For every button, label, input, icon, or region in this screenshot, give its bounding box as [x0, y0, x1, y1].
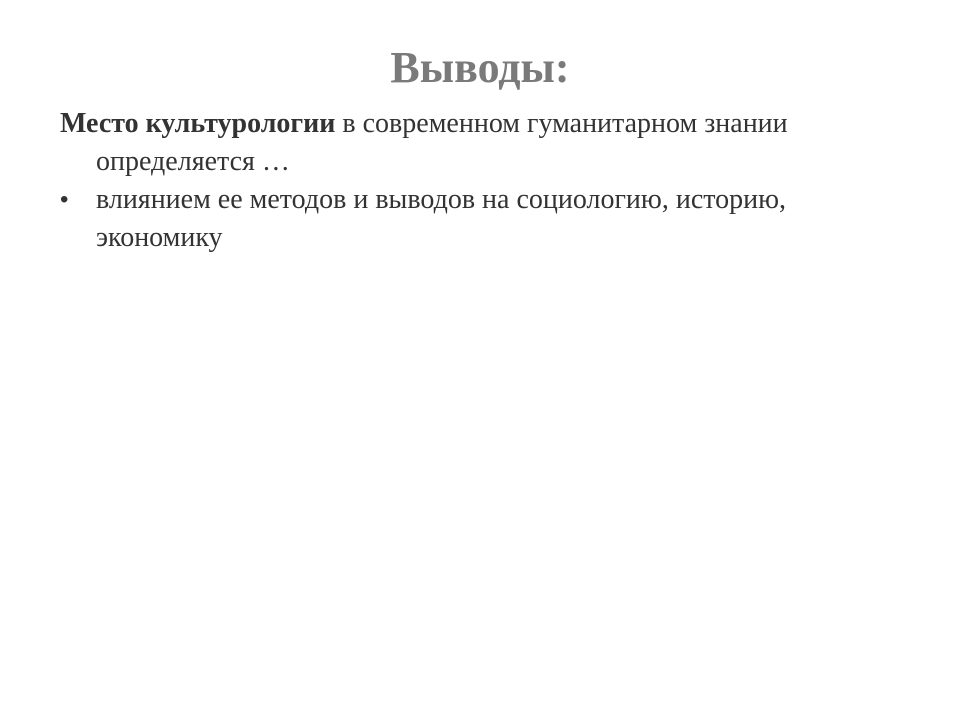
intro-paragraph: [60, 105, 910, 181]
bullet-item: [60, 181, 910, 257]
slide-title: Выводы:: [390, 43, 570, 92]
bullet-icon: •: [60, 186, 69, 213]
bullet-text: влиянием ее методов и выводов на социологию, историю, экономику: [96, 184, 787, 253]
slide-body: [60, 105, 910, 257]
intro-bold-text: Место культурологии: [60, 108, 336, 139]
intro-rest-text: в современном гуманитарном знании определяется …: [96, 108, 788, 177]
